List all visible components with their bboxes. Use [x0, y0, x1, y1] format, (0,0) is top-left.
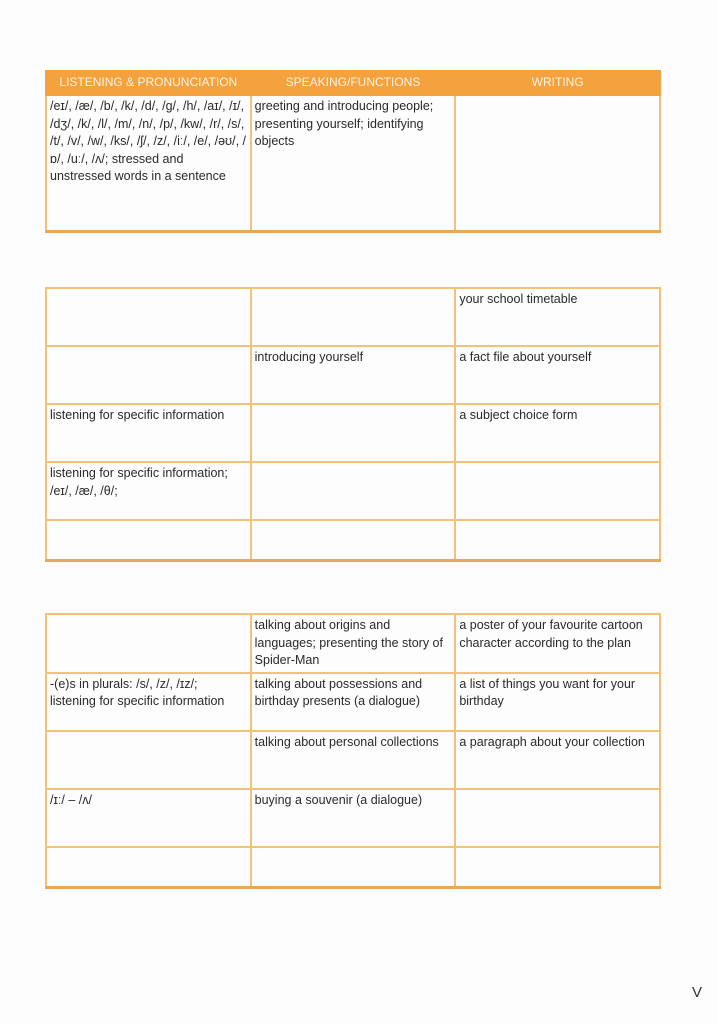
syllabus-table-3 — [45, 613, 661, 889]
writing-cell: a subject choice form — [455, 404, 660, 462]
table-row — [46, 288, 660, 346]
speaking-cell: talking about origins and languages; presenting the story of Spider-Man — [251, 614, 456, 673]
header-listening: LISTENING & PRONUNCIATION — [46, 71, 251, 95]
speaking-cell: greeting and introducing people; presenting yourself; identifying objects — [251, 95, 456, 232]
writing-cell — [455, 847, 660, 888]
writing-cell: a paragraph about your collection — [455, 731, 660, 789]
table-row — [46, 789, 660, 847]
speaking-cell — [251, 404, 456, 462]
table-row — [46, 673, 660, 731]
writing-cell: a list of things you want for your birthday — [455, 673, 660, 731]
syllabus-table-1 — [45, 70, 661, 233]
listening-cell — [46, 614, 251, 673]
listening-cell: listening for specific information; /eɪ/, /æ/, /θ/; — [46, 462, 251, 520]
table-row — [46, 847, 660, 888]
writing-cell — [455, 95, 660, 232]
speaking-cell — [251, 462, 456, 520]
writing-cell — [455, 462, 660, 520]
header-speaking: SPEAKING/FUNCTIONS — [251, 71, 456, 95]
syllabus-table-2 — [45, 287, 661, 562]
listening-cell: -(e)s in plurals: /s/, /z/, /ɪz/; listening for specific information — [46, 673, 251, 731]
header-writing: WRITING — [455, 71, 660, 95]
writing-cell: your school timetable — [455, 288, 660, 346]
speaking-cell — [251, 847, 456, 888]
writing-cell — [455, 789, 660, 847]
listening-cell — [46, 346, 251, 404]
listening-cell — [46, 288, 251, 346]
speaking-cell — [251, 288, 456, 346]
table-row — [46, 346, 660, 404]
listening-cell — [46, 731, 251, 789]
speaking-cell — [251, 520, 456, 561]
speaking-cell: buying a souvenir (a dialogue) — [251, 789, 456, 847]
table-row — [46, 731, 660, 789]
table-row — [46, 404, 660, 462]
writing-cell: a fact file about yourself — [455, 346, 660, 404]
page-number: V — [692, 984, 703, 1001]
writing-cell: a poster of your favourite cartoon character according to the plan — [455, 614, 660, 673]
table-row — [46, 462, 660, 520]
speaking-cell: introducing yourself — [251, 346, 456, 404]
writing-cell — [455, 520, 660, 561]
listening-cell — [46, 847, 251, 888]
table-row — [46, 95, 660, 232]
table-row — [46, 520, 660, 561]
listening-cell: /eɪ/, /æ/, /b/, /k/, /d/, /g/, /h/, /aɪ/, /ɪ/, /dʒ/, /k/, /l/, /m/, /n/, /p/, /kw/, /r/, /s/, /t/, /v/, /w/, /ks/, /ʃ/, /z/, /iː/, /e/, /əʊ/, /ɒ/, /uː/, /ʌ/; stressed and unstressed words in a sentence — [46, 95, 251, 232]
table-row — [46, 614, 660, 673]
listening-cell: /ɪː/ – /ʌ/ — [46, 789, 251, 847]
listening-cell: listening for specific information — [46, 404, 251, 462]
speaking-cell: talking about personal collections — [251, 731, 456, 789]
speaking-cell: talking about possessions and birthday presents (a dialogue) — [251, 673, 456, 731]
listening-cell — [46, 520, 251, 561]
